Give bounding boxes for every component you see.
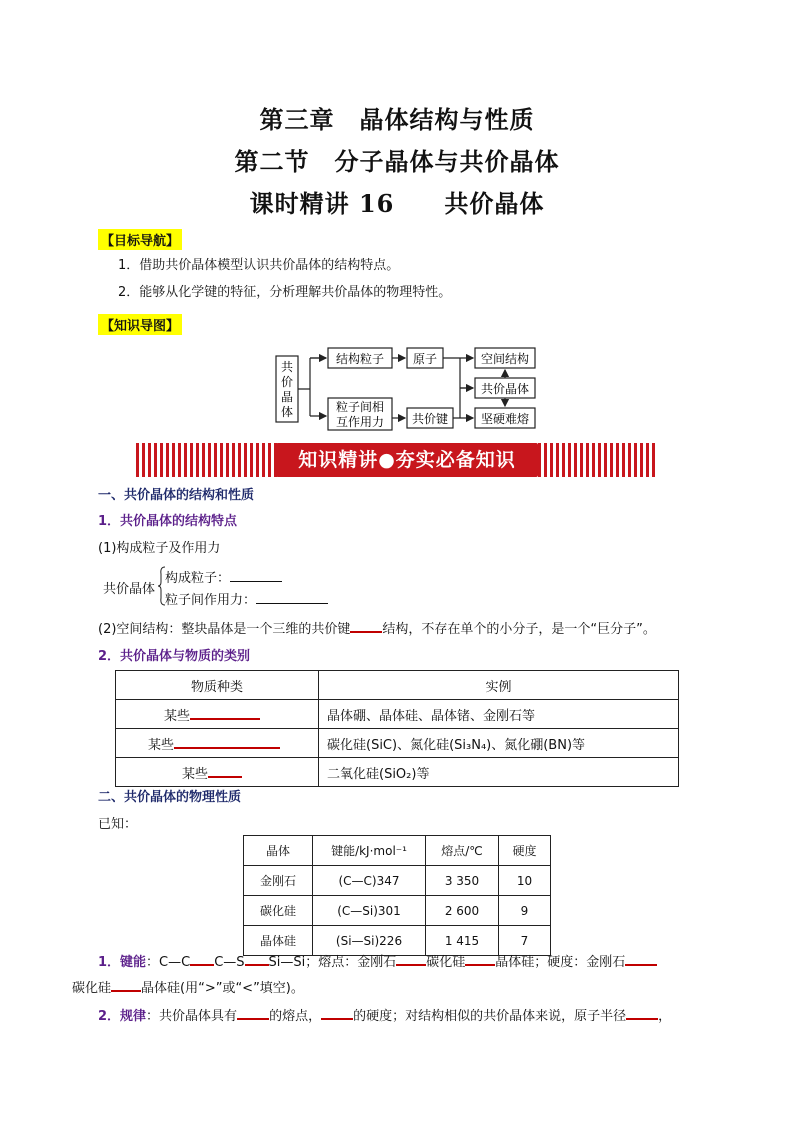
table-header: 硬度 (499, 836, 551, 866)
table-cell: 2 600 (426, 896, 499, 926)
table-cell-example: 碳化硅(SiC)、氮化硅(Si₃N₄)、氮化硼(BN)等 (319, 729, 679, 758)
table-row (116, 671, 679, 700)
map-interaction-l1: 粒子间相 (335, 400, 385, 414)
map-covalent-crystal: 共价晶体 (480, 382, 530, 396)
table-header-kind: 物质种类 (116, 671, 319, 700)
map-root-c2: 价 (280, 375, 294, 389)
table-cell: 3 350 (426, 866, 499, 896)
brace-line-1: 构成粒子： (165, 567, 282, 586)
table-row (244, 866, 551, 896)
question-2-label: 2．规律 (98, 1009, 147, 1024)
table-cell: 1 415 (426, 926, 499, 956)
question-1-line-1: 1．键能：C—C C—S Si—Si；熔点：金刚石 碳化硅 晶体硅；硬度：金刚石 (98, 951, 728, 970)
table-cell-kind: 某些 (116, 758, 319, 787)
property-table (243, 835, 551, 956)
table-header: 晶体 (244, 836, 313, 866)
chapter-title: 第三章 晶体结构与性质 (259, 105, 535, 134)
table-cell-kind: 某些 (116, 729, 319, 758)
map-structural-particle: 结构粒子 (335, 352, 385, 366)
part2-known: 已知： (98, 817, 138, 832)
map-spatial-structure: 空间结构 (480, 352, 530, 366)
table-cell: 晶体硅 (244, 926, 313, 956)
table-cell-example: 晶体硼、晶体硅、晶体锗、金刚石等 (319, 700, 679, 729)
part1-sub1: 1．共价晶体的结构特点 (98, 514, 238, 529)
part1-item2: (2)空间结构：整块晶体是一个三维的共价键 结构，不存在单个的小分子，是一个“巨分子”。 (98, 618, 656, 637)
table-row (244, 836, 551, 866)
table-cell: 金刚石 (244, 866, 313, 896)
brace-label: 共价晶体 (103, 582, 156, 597)
table-header: 熔点/℃ (426, 836, 499, 866)
part1-sub2: 2．共价晶体与物质的类别 (98, 649, 251, 664)
goals-tag: 【目标导航】 (98, 229, 182, 250)
table-cell: 9 (499, 896, 551, 926)
table-header-example: 实例 (319, 671, 679, 700)
table-row (116, 729, 679, 758)
table-cell-example: 二氧化硅(SiO₂)等 (319, 758, 679, 787)
goal-item-2: 2．能够从化学键的特征，分析理解共价晶体的物理特性。 (118, 285, 452, 300)
table-header: 键能/kJ·mol⁻¹ (313, 836, 426, 866)
section-title: 第二节 分子晶体与共价晶体 (234, 147, 560, 176)
map-tag: 【知识导图】 (98, 314, 182, 335)
map-root-c4: 体 (280, 405, 294, 419)
goal-item-1: 1．借助共价晶体模型认识共价晶体的结构特点。 (118, 258, 400, 273)
table-cell: 碳化硅 (244, 896, 313, 926)
category-table (115, 670, 679, 787)
lesson-title: 课时精讲 16 共价晶体 (249, 189, 545, 218)
brace-line-2: 粒子间作用力： (165, 589, 328, 608)
map-atom: 原子 (412, 352, 438, 366)
table-cell: (C—C)347 (313, 866, 426, 896)
table-cell: (C—Si)301 (313, 896, 426, 926)
table-row (116, 758, 679, 787)
table-row (116, 700, 679, 729)
table-row (244, 896, 551, 926)
question-1-line-2: 碳化硅 晶体硅(用“>”或“<”填空)。 (72, 977, 304, 996)
part1-heading: 一、共价晶体的结构和性质 (98, 488, 255, 503)
table-cell: (Si—Si)226 (313, 926, 426, 956)
table-cell-kind: 某些 (116, 700, 319, 729)
banner-title: 知识精讲●夯实必备知识 (276, 443, 538, 477)
part1-item1: (1)构成粒子及作用力 (98, 541, 221, 556)
map-covalent-bond: 共价键 (411, 412, 449, 426)
map-interaction-l2: 互作用力 (335, 415, 385, 429)
table-cell: 10 (499, 866, 551, 896)
question-1-label: 1．键能 (98, 955, 147, 970)
map-root-c3: 晶 (280, 390, 294, 404)
concept-map (270, 340, 550, 432)
map-root-c1: 共 (280, 360, 294, 374)
map-hard-high-mp: 坚硬难熔 (480, 412, 530, 426)
question-2: 2．规律：共价晶体具有 的熔点， 的硬度；对结构相似的共价晶体来说，原子半径 ， (98, 1005, 728, 1024)
table-cell: 7 (499, 926, 551, 956)
part2-heading: 二、共价晶体的物理性质 (98, 790, 242, 805)
